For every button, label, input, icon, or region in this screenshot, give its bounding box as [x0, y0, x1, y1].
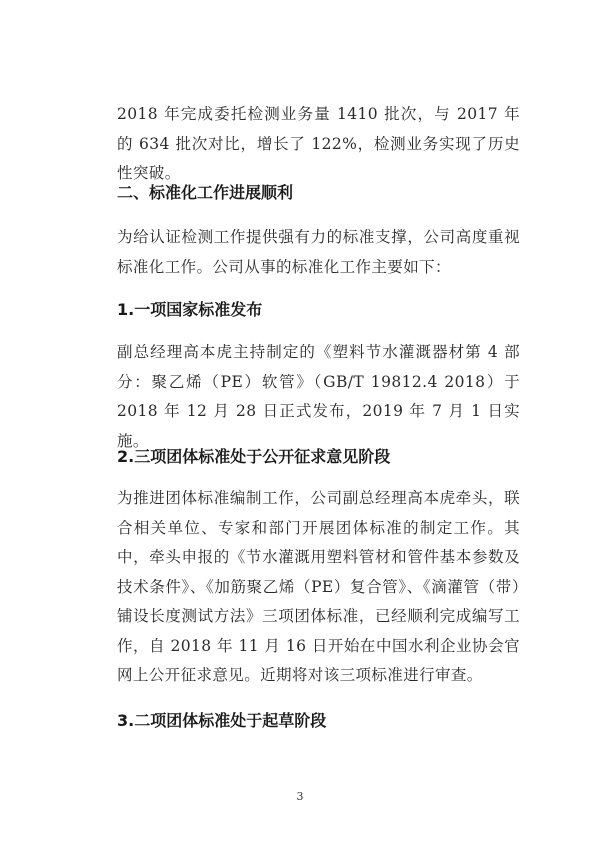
section-heading-standardization: 二、标准化工作进展顺利 — [117, 183, 294, 202]
paragraph-standardization-intro: 为给认证检测工作提供强有力的标准支撑，公司高度重视标准化工作。公司从事的标准化工作主要如下： — [117, 228, 520, 276]
subheading-group-standards-drafting: 3.二项团体标准处于起草阶段 — [117, 711, 327, 730]
page-number: 3 — [296, 790, 304, 803]
paragraph-group-standards: 为推进团体标准编制工作，公司副总经理高本虎牵头，联合相关单位、专家和部门开展团体标准的制定工作。其中，牵头申报的《节水灌溉用塑料管材和管件基本参数及技术条件》、《加筋聚乙烯（PE）复合管》、《滴灌管（带）铺设长度测试方法》三项团体标准，已经顺利完成编写工作，自 2018 年 11 月 16 日开始在中国水利企业协会官网上公开征求意见。近期将对该三项标准进行审查。 — [117, 489, 520, 684]
paragraph-inspection-volume: 2018 年完成委托检测业务量 1410 批次，与 2017 年的 634 批次对比，增长了 122%，检测业务实现了历史性突破。 — [117, 105, 520, 182]
paragraph-national-standard: 副总经理高本虎主持制定的《塑料节水灌溉器材第 4 部分：聚乙烯（PE）软管》（GB/T 19812.4 2018）于 2018 年 12 月 28 日正式发布，2019 年 7 月 1 日实施。 — [117, 343, 520, 450]
subheading-group-standards-consultation: 2.三项团体标准处于公开征求意见阶段 — [117, 447, 391, 466]
subheading-national-standard: 1.一项国家标准发布 — [117, 300, 263, 319]
